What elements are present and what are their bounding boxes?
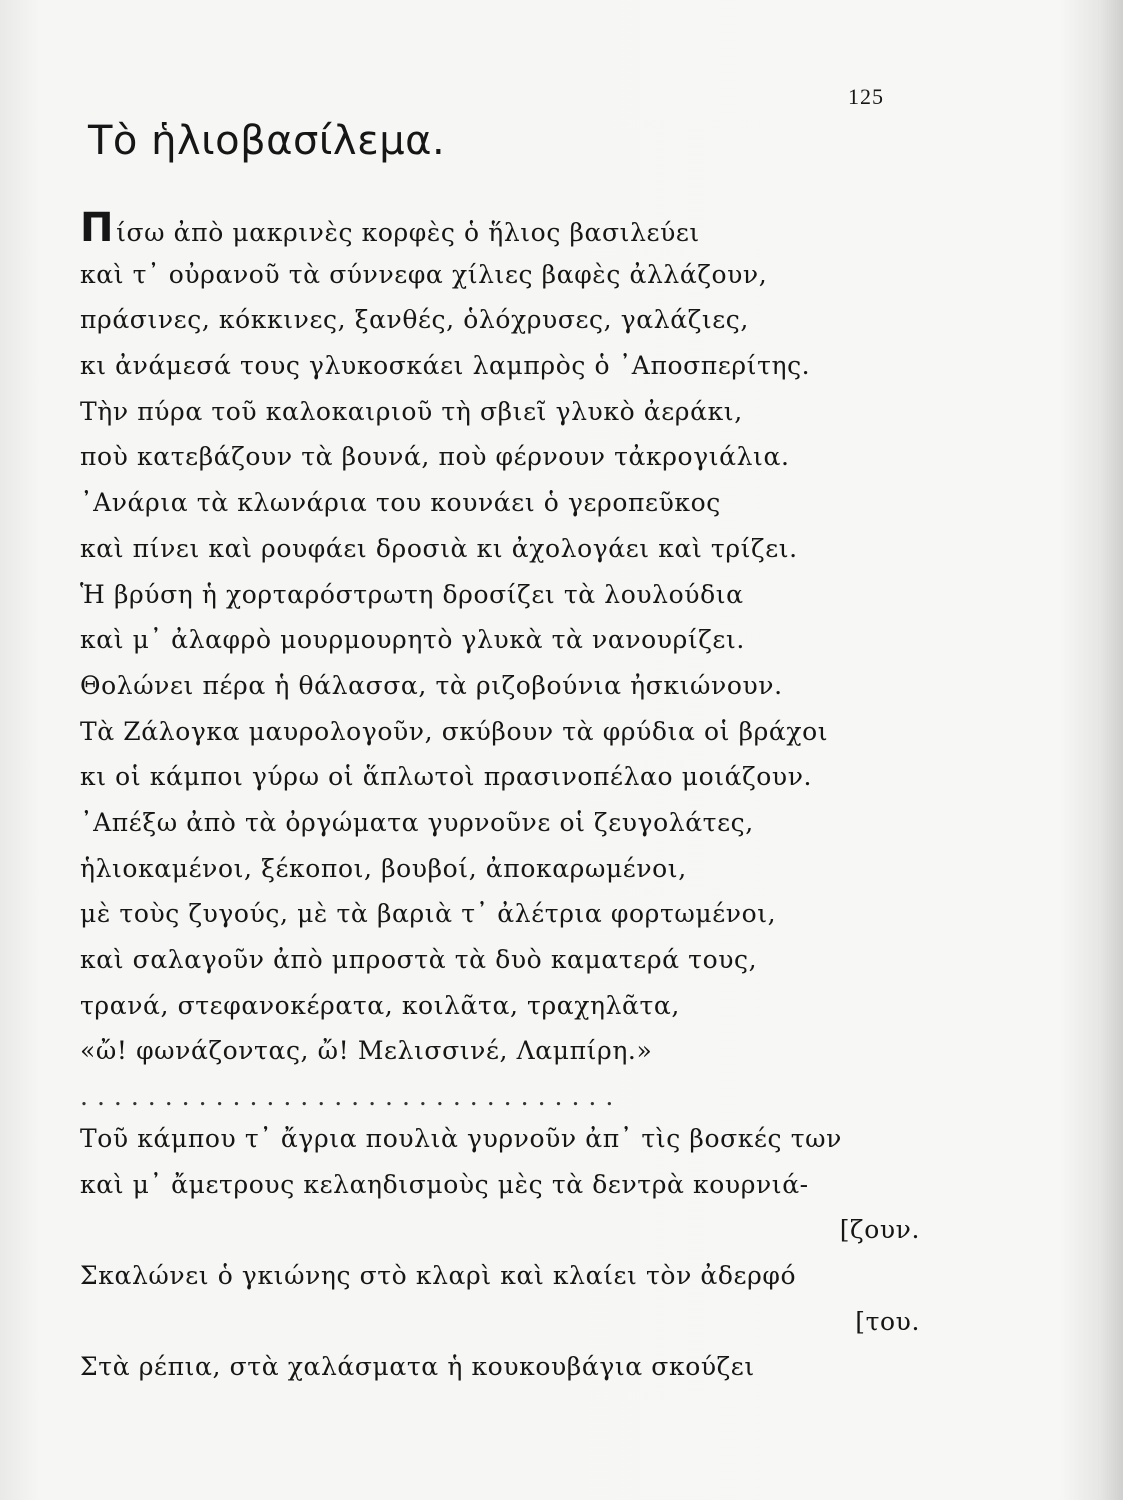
poem-line: Τοῦ κάμπου τ᾿ ἄγρια πουλιὰ γυρνοῦν ἀπ᾿ τὶς βοσκές των bbox=[80, 1124, 842, 1153]
poem-line: ᾿Απέξω ἀπὸ τὰ ὀργώματα γυρνοῦνε οἱ ζευγολάτες, bbox=[80, 807, 754, 837]
poem-line: καὶ σαλαγοῦν ἀπὸ μπροστὰ τὰ δυὸ καματερά τους, bbox=[80, 945, 758, 974]
poem-line: κι ἀνάμεσά τους γλυκοσκάει λαμπρὸς ὁ ᾿Αποσπερίτης. bbox=[80, 351, 811, 381]
poem-line: πράσινες, κόκκινες, ξανθές, ὁλόχρυσες, γαλάζιες, bbox=[80, 305, 749, 335]
page-number: 125 bbox=[848, 84, 884, 109]
drop-cap: Π bbox=[80, 205, 115, 251]
poem-line: Θολώνει πέρα ἡ θάλασσα, τὰ ριζοβούνια ἠσκιώνουν. bbox=[80, 670, 783, 700]
poem-line: κι οἱ κάμποι γύρω οἱ ἅπλωτοὶ πρασινοπέλαο μοιάζουν. bbox=[80, 762, 813, 792]
poem-line: καὶ μ᾿ ἀλαφρὸ μουρμουρητὸ γλυκὰ τὰ νανουρίζει. bbox=[80, 625, 745, 655]
poem-line: Ἡ βρύση ἡ χορταρόστρωτη δροσίζει τὰ λουλούδια bbox=[80, 579, 744, 609]
poem-line-continuation: [του. bbox=[855, 1306, 920, 1336]
stanza-separator: ................................ bbox=[80, 1082, 623, 1112]
poem-stanza-2 bbox=[80, 1116, 930, 1390]
poem-line: ᾿Ανάρια τὰ κλωνάρια του κουνάει ὁ γεροπεῦκος bbox=[80, 488, 721, 518]
poem-line: Σκαλώνει ὁ γκιώνης στὸ κλαρὶ καὶ κλαίει τὸν ἀδερφό bbox=[80, 1261, 797, 1291]
poem-line: ἡλιοκαμένοι, ξέκοποι, βουβοί, ἀποκαρωμένοι, bbox=[80, 853, 687, 883]
poem-stanza-1 bbox=[80, 206, 930, 1120]
poem-line: ποὺ κατεβάζουν τὰ βουνά, ποὺ φέρνουν τἀκρογιάλια. bbox=[80, 442, 790, 472]
poem-line-1 bbox=[80, 206, 930, 252]
poem-line-continuation: [ζουν. bbox=[839, 1215, 920, 1245]
poem-line: καὶ μ᾿ ἄμετρους κελαηδισμοὺς μὲς τὰ δεντρὰ κουρνιά- bbox=[80, 1169, 809, 1199]
poem-line: μὲ τοὺς ζυγούς, μὲ τὰ βαριὰ τ᾿ ἀλέτρια φορτωμένοι, bbox=[80, 899, 777, 929]
poem-line: Στὰ ρέπια, στὰ χαλάσματα ἡ κουκουβάγια σκούζει bbox=[80, 1352, 755, 1382]
poem-line: τρανά, στεφανοκέρατα, κοιλᾶτα, τραχηλᾶτα, bbox=[80, 990, 680, 1020]
first-line-text: ίσω ἀπὸ μακρινὲς κορφὲς ὁ ἥλιος βασιλεύει bbox=[116, 218, 700, 247]
poem-line: Τὴν πύρα τοῦ καλοκαιριοῦ τὴ σβιεῖ γλυκὸ ἀεράκι, bbox=[80, 396, 743, 426]
poem-line: καὶ πίνει καὶ ρουφάει δροσιὰ κι ἀχολογάει καὶ τρίζει. bbox=[80, 533, 798, 563]
poem-line: Τὰ Ζάλογκα μαυρολογοῦν, σκύβουν τὰ φρύδια οἱ βράχοι bbox=[80, 716, 829, 746]
poem-line: καὶ τ᾿ οὐρανοῦ τὰ σύννεφα χίλιες βαφὲς ἀλλάζουν, bbox=[80, 259, 768, 289]
poem-line: «ὤ! φωνάζοντας, ὤ! Μελισσινέ, Λαμπίρη.» bbox=[80, 1036, 653, 1066]
poem-title: Τὸ ἡλιοβασίλεμα. bbox=[88, 118, 446, 164]
